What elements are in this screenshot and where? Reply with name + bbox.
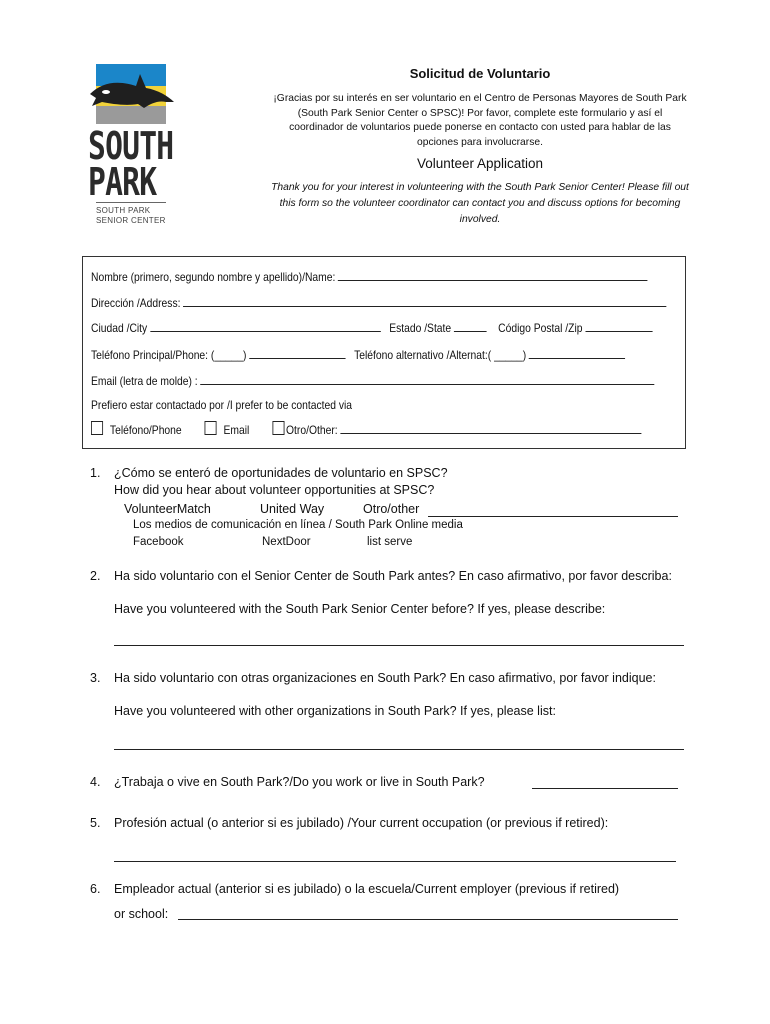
- question-2-answer-field[interactable]: [114, 644, 684, 646]
- state-field[interactable]: [454, 320, 487, 332]
- zip-label: Código Postal /Zip: [498, 321, 583, 335]
- option-other[interactable]: Otro/other: [363, 502, 420, 516]
- question-5-text: Profesión actual (o anterior si es jubilado) /Your current occupation (or previous if retired):: [114, 816, 609, 830]
- phone-label: Teléfono Principal/Phone: (_____): [91, 348, 247, 362]
- logo-word-south: SOUTH: [88, 124, 174, 168]
- option-online-media[interactable]: Los medios de comunicación en línea / South Park Online media: [133, 519, 463, 531]
- question-3-number: 3.: [90, 671, 101, 685]
- email-field[interactable]: [201, 373, 655, 385]
- question-4-number: 4.: [90, 775, 101, 789]
- prefer-contact-label: Prefiero estar contactado por /I prefer to be contacted via: [91, 398, 353, 412]
- question-2-spanish: Ha sido voluntario con el Senior Center de South Park antes? En caso afirmativo, por favor describa:: [114, 569, 672, 583]
- other-option-label: Otro/Other:: [286, 423, 338, 437]
- question-3-english: Have you volunteered with other organizations in South Park? If yes, please list:: [114, 704, 556, 718]
- question-4-text: ¿Trabaja o vive en South Park?/Do you work or live in South Park?: [114, 775, 485, 789]
- email-checkbox[interactable]: [205, 421, 217, 435]
- question-2-number: 2.: [90, 569, 101, 583]
- email-label: Email (letra de molde) :: [91, 374, 198, 388]
- question-5-answer-field[interactable]: [114, 860, 676, 862]
- intro-english: Thank you for your interest in volunteering with the South Park Senior Center! Please fill out this form so the volunteer coordinator can contact you and discuss options for becoming involved.: [271, 182, 689, 225]
- question-1-number: 1.: [90, 466, 101, 480]
- phone-row: [91, 347, 625, 362]
- name-row: [91, 269, 648, 284]
- email-option-label: Email: [223, 423, 250, 437]
- question-5-number: 5.: [90, 816, 101, 830]
- logo-subtitle-1: SOUTH PARK: [96, 206, 151, 215]
- question-1-english: How did you hear about volunteer opportunities at SPSC?: [114, 483, 435, 497]
- question-3-spanish: Ha sido voluntario con otras organizaciones en South Park? En caso afirmativo, por favor indique:: [114, 671, 656, 685]
- phone-option-label: Teléfono/Phone: [109, 423, 182, 437]
- address-row: [91, 295, 667, 310]
- address-field[interactable]: [183, 295, 666, 307]
- city-row: [91, 320, 652, 335]
- question-6-number: 6.: [90, 882, 101, 896]
- phone-checkbox[interactable]: [91, 421, 103, 435]
- alt-phone-field[interactable]: [529, 347, 625, 359]
- name-label: Nombre (primero, segundo nombre y apellido)/Name:: [91, 270, 336, 284]
- option-volunteermatch[interactable]: VolunteerMatch: [124, 502, 211, 516]
- phone-field[interactable]: [249, 347, 345, 359]
- option-facebook[interactable]: Facebook: [133, 536, 184, 548]
- orca-icon: [88, 72, 176, 122]
- other-contact-field[interactable]: [341, 422, 642, 434]
- state-label: Estado /State: [389, 321, 452, 335]
- logo-subtitle-2: SENIOR CENTER: [96, 216, 166, 225]
- city-label: Ciudad /City: [91, 321, 148, 335]
- option-list-serve[interactable]: list serve: [367, 536, 413, 548]
- other-checkbox[interactable]: [272, 421, 284, 435]
- question-1-spanish: ¿Cómo se enteró de oportunidades de voluntario en SPSC?: [114, 466, 448, 480]
- alt-phone-label: Teléfono alternativo /Alternat:( _____): [354, 348, 527, 362]
- question-6-text: Empleador actual (anterior si es jubilado) o la escuela/Current employer (previous if retired): [114, 882, 620, 896]
- other-source-field[interactable]: [428, 515, 678, 517]
- option-united-way[interactable]: United Way: [260, 502, 325, 516]
- zip-field[interactable]: [585, 320, 652, 332]
- contact-preference-options: [91, 421, 642, 437]
- address-label: Dirección /Address:: [91, 296, 181, 310]
- email-row: [91, 373, 655, 388]
- south-park-logo: [88, 62, 176, 230]
- question-4-answer-field[interactable]: [532, 787, 678, 789]
- name-field[interactable]: [338, 269, 648, 281]
- logo-word-park: PARK: [88, 160, 157, 204]
- title-english: Volunteer Application: [416, 156, 544, 171]
- contact-info-box: [82, 256, 686, 449]
- title-spanish: Solicitud de Voluntario: [409, 66, 551, 81]
- option-nextdoor[interactable]: NextDoor: [262, 536, 311, 548]
- question-6-text-continued: or school:: [114, 907, 169, 921]
- logo-divider: [96, 202, 166, 203]
- city-field[interactable]: [150, 320, 380, 332]
- question-2-english: Have you volunteered with the South Park Senior Center before? If yes, please describe:: [114, 602, 606, 616]
- question-6-answer-field[interactable]: [178, 918, 678, 920]
- intro-spanish: ¡Gracias por su interés en ser voluntario en el Centro de Personas Mayores de South Park (South Park Senior Center o SPSC)! Por favor, complete este formulario y así el coordinador de voluntarios puede ponerse en contacto con usted para hablar de las opciones para involucrarse.: [273, 93, 687, 148]
- question-3-answer-field[interactable]: [114, 748, 684, 750]
